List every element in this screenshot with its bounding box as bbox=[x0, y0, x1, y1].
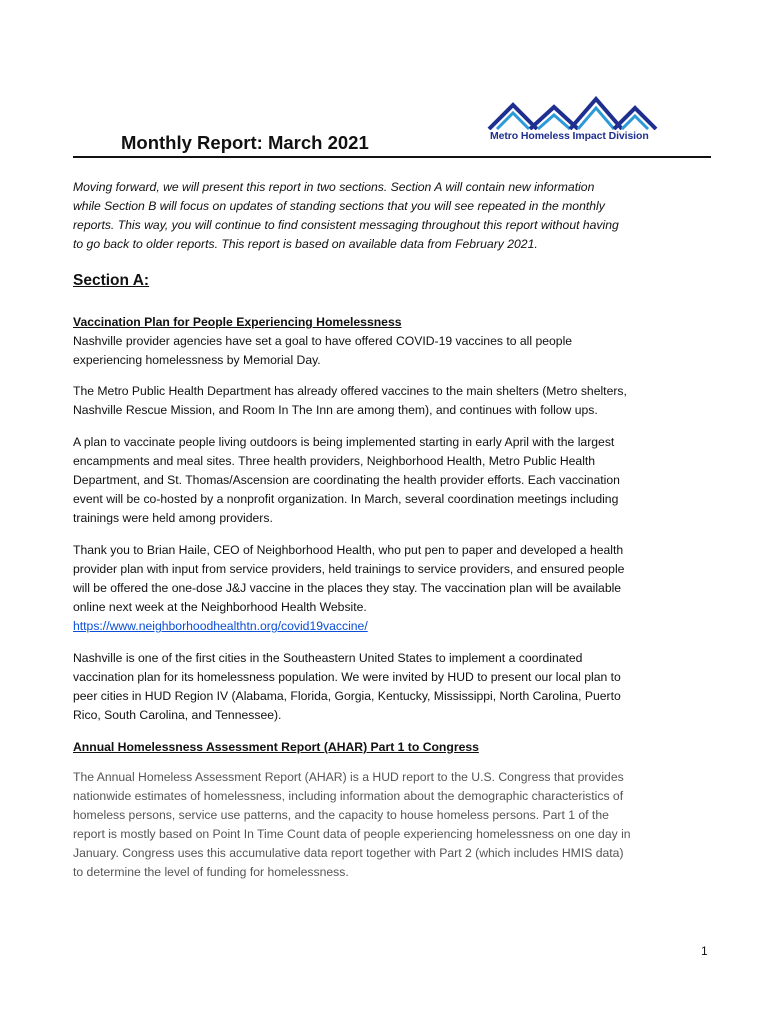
vaccination-p4-line: provider plan with input from service providers, held trainings to service providers, and ensured people bbox=[73, 562, 625, 576]
page-number: 1 bbox=[701, 944, 708, 958]
page-title: Monthly Report: March 2021 bbox=[121, 132, 369, 153]
vaccination-p2-line: Nashville Rescue Mission, and Room In The Inn are among them), and continues with follow ups. bbox=[73, 403, 598, 417]
vaccination-heading: Vaccination Plan for People Experiencing Homelessness bbox=[73, 315, 402, 329]
logo-text: Metro Homeless Impact Division bbox=[490, 130, 649, 142]
intro-line: while Section B will focus on updates of standing sections that you will see repeated in the monthly bbox=[73, 199, 605, 213]
ahar-line: nationwide estimates of homelessness, including information about the demographic characteristics of bbox=[73, 789, 624, 803]
header-divider bbox=[73, 156, 711, 158]
vaccination-p4-line: Thank you to Brian Haile, CEO of Neighborhood Health, who put pen to paper and developed a health bbox=[73, 543, 624, 557]
vaccination-p4-line: online next week at the Neighborhood Health Website. bbox=[73, 600, 367, 614]
intro-line: Moving forward, we will present this report in two sections. Section A will contain new information bbox=[73, 180, 595, 194]
vaccination-paragraph-3 bbox=[73, 433, 723, 528]
vaccination-p5-line: Rico, South Carolina, and Tennessee). bbox=[73, 708, 282, 722]
vaccination-block-1 bbox=[73, 313, 723, 370]
intro-paragraph bbox=[73, 178, 723, 254]
ahar-heading-block bbox=[73, 738, 723, 757]
ahar-line: report is mostly based on Point In Time Count data of people experiencing homelessness on one day in bbox=[73, 827, 631, 841]
vaccination-p3-line: event will be co-hosted by a nonprofit organization. In March, several coordination meetings including bbox=[73, 492, 619, 506]
section-a-heading: Section A: bbox=[73, 272, 150, 289]
neighborhood-health-link[interactable]: https://www.neighborhoodhealthtn.org/covid19vaccine/ bbox=[73, 619, 368, 633]
vaccination-p3-line: Department, and St. Thomas/Ascension are coordinating the health provider efforts. Each vaccination bbox=[73, 473, 620, 487]
vaccination-paragraph-4 bbox=[73, 541, 723, 636]
ahar-line: homeless persons, service use patterns, and the capacity to house homeless persons. Part 1 of the bbox=[73, 808, 609, 822]
ahar-line: to determine the level of funding for homelessness. bbox=[73, 865, 349, 879]
vaccination-p4-line: will be offered the one-dose J&J vaccine in the places they stay. The vaccination plan will be available bbox=[73, 581, 622, 595]
vaccination-p5-line: vaccination plan for its homelessness population. We were invited by HUD to present our local plan to bbox=[73, 670, 621, 684]
vaccination-p5-line: Nashville is one of the first cities in the Southeastern United States to implement a coordinated bbox=[73, 651, 583, 665]
ahar-heading: Annual Homelessness Assessment Report (AHAR) Part 1 to Congress bbox=[73, 740, 479, 754]
vaccination-p3-line: trainings were held among providers. bbox=[73, 511, 273, 525]
vaccination-paragraph-2 bbox=[73, 382, 723, 420]
vaccination-paragraph-5 bbox=[73, 649, 723, 725]
intro-line: reports. This way, you will continue to find consistent messaging throughout this report without having bbox=[73, 218, 619, 232]
vaccination-p1-line: experiencing homelessness by Memorial Day. bbox=[73, 353, 321, 367]
ahar-line: The Annual Homeless Assessment Report (AHAR) is a HUD report to the U.S. Congress that provides bbox=[73, 770, 624, 784]
intro-line: to go back to older reports. This report is based on available data from February 2021. bbox=[73, 237, 538, 251]
ahar-line: January. Congress uses this accumulative data report together with Part 2 (which includes HMIS data) bbox=[73, 846, 624, 860]
vaccination-p5-line: peer cities in HUD Region IV (Alabama, Florida, Gorgia, Kentucky, Mississippi, North Carolina, Puerto bbox=[73, 689, 621, 703]
vaccination-p3-line: encampments and meal sites. Three health providers, Neighborhood Health, Metro Public Health bbox=[73, 454, 596, 468]
house-roofs-icon bbox=[486, 96, 658, 130]
ahar-paragraph bbox=[73, 768, 723, 882]
vaccination-p1-line: Nashville provider agencies have set a goal to have offered COVID-19 vaccines to all people bbox=[73, 334, 573, 348]
vaccination-p2-line: The Metro Public Health Department has already offered vaccines to the main shelters (Metro shelters, bbox=[73, 384, 627, 398]
vaccination-p3-line: A plan to vaccinate people living outdoors is being implemented starting in early April with the largest bbox=[73, 435, 615, 449]
